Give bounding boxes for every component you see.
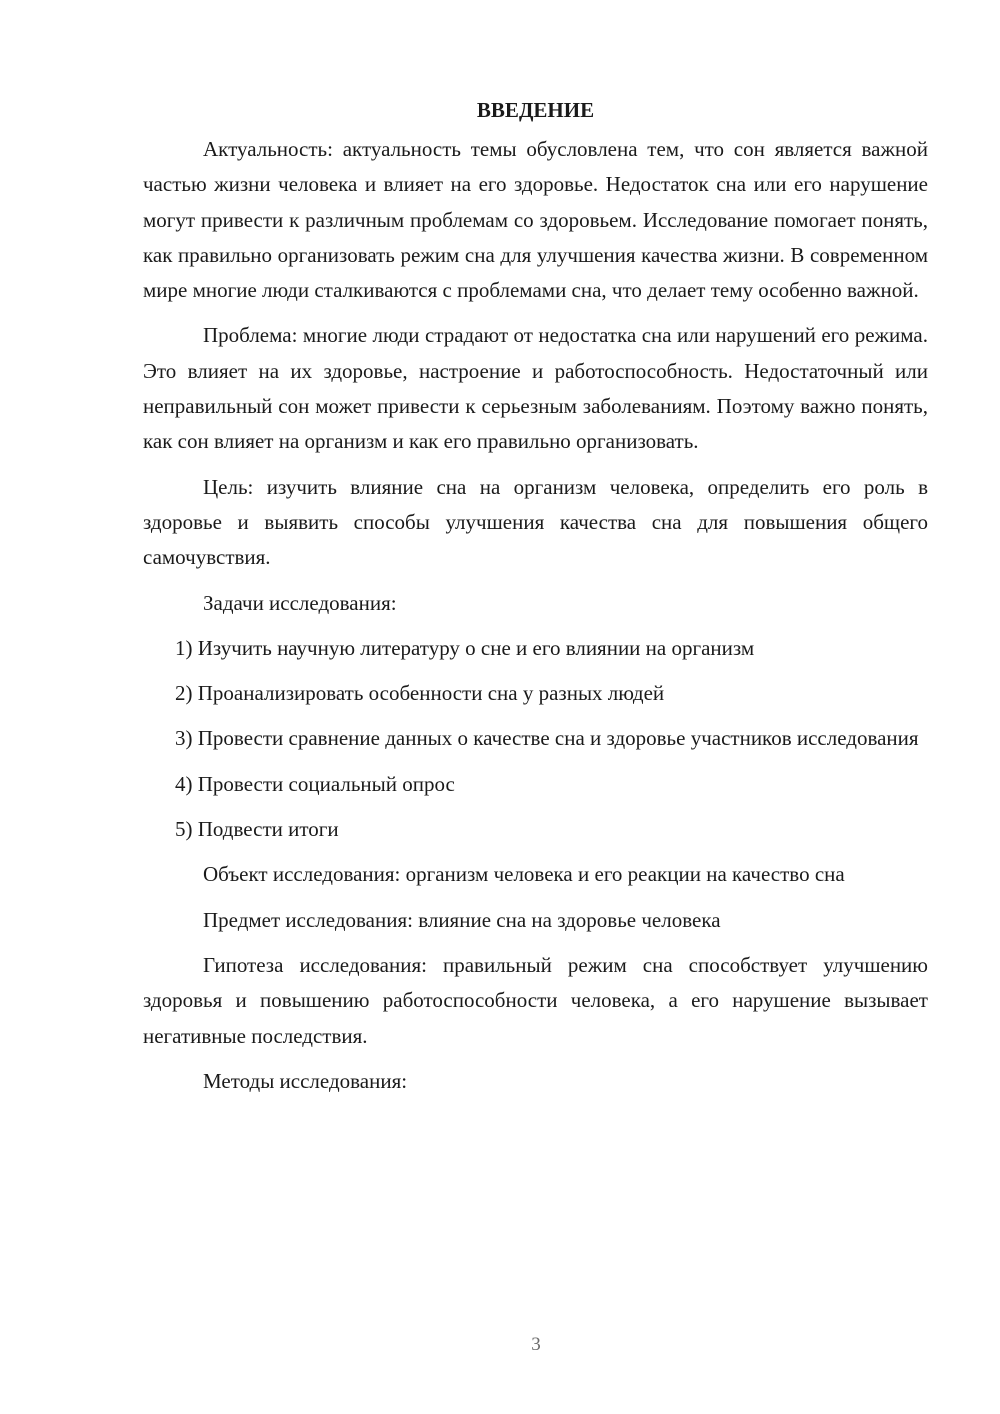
object-paragraph: Объект исследования: организм человека и его реакции на качество сна xyxy=(203,862,845,887)
subject-paragraph: Предмет исследования: влияние сна на здоровье человека xyxy=(203,907,721,932)
methods-heading: Методы исследования: xyxy=(203,1068,408,1093)
task-item-3: 3) Провести сравнение данных о качестве сна и здоровье участников исследования xyxy=(175,726,919,751)
page-number: 3 xyxy=(531,1334,541,1355)
task-item-4: 4) Провести социальный опрос xyxy=(175,771,455,796)
task-item-5: 5) Подвести итоги xyxy=(175,817,339,842)
task-item-2: 2) Проанализировать особенности сна у разных людей xyxy=(175,681,665,706)
hypothesis-paragraph: Гипотеза исследования: правильный режим сна способствует улучшению здоровья и повышению работоспособности человека, а его нарушение вызывает негативные последствия. xyxy=(143,952,928,1048)
document-page xyxy=(143,96,928,1109)
page-title: ВВЕДЕНИЕ xyxy=(476,98,595,122)
task-item-1: 1) Изучить научную литературу о сне и его влиянии на организм xyxy=(175,635,755,660)
tasks-heading: Задачи исследования: xyxy=(203,590,397,615)
goal-paragraph: Цель: изучить влияние сна на организм человека, определить его роль в здоровье и выявить способы улучшения качества сна для повышения общего самочувствия. xyxy=(143,474,928,570)
relevance-paragraph: Актуальность: актуальность темы обусловлена тем, что сон является важной частью жизни человека и влияет на его здоровье. Недостаток сна или его нарушение могут привести к различным проблемам со здоровьем. Исследование помогает понять, как правильно организовать режим сна для улучшения качества жизни. В современном мире многие люди сталкиваются с проблемами сна, что делает тему особенно важной. xyxy=(143,137,928,303)
problem-paragraph: Проблема: многие люди страдают от недостатка сна или нарушений его режима. Это влияет на их здоровье, настроение и работоспособность. Недостаточный или неправильный сон может привести к серьезным заболеваниям. Поэтому важно понять, как сон влияет на организм и как его правильно организовать. xyxy=(143,323,928,454)
